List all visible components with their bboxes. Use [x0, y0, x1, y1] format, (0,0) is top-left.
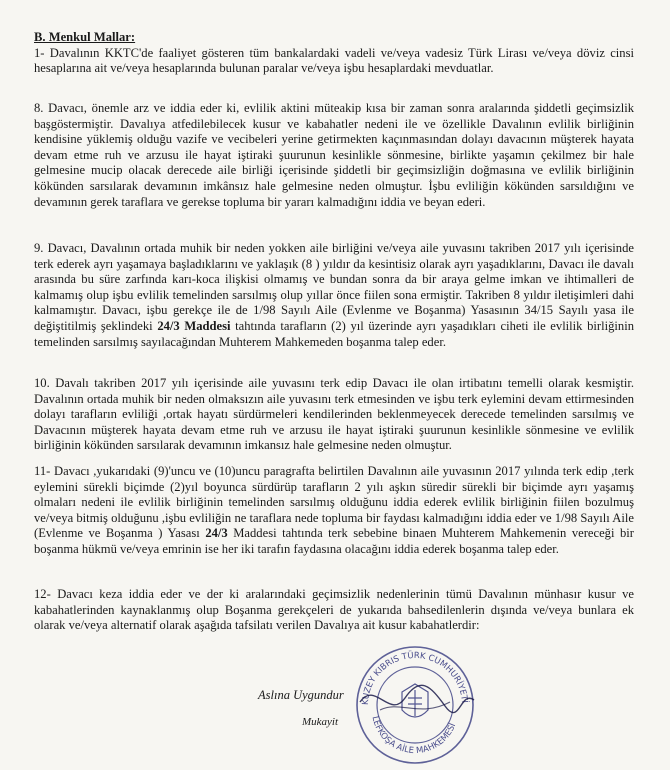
paragraph-12-text: 12- Davacı keza iddia eder ve der ki aralarındaki geçimsizlik nedenlerinin tümü Davalının münhasır kusur ve kabahatlerinden kaynaklanmış olup Boşanma gerekçeleri de yukarıda bahsedilenlerin dışında ve/veya bunlara ek olarak ve/veya alternatif olarak aşağıda tafsilatı verilen Davalıya ait kusur kabahatlerdir:: [34, 587, 634, 633]
paragraph-12: [34, 587, 634, 634]
paragraph-8-text: 8. Davacı, önemle arz ve iddia eder ki, evlilik aktini müteakip kısa bir zaman sonra aralarında şiddetli geçimsizlik başgöstermiştir. Davalıya atfedilebilecek kusur ve kabahatler nedeni ile ve özellikle Davalının evlilik birliğinin kendisine yüklemiş olduğu vazife ve vecibeleri yerine getirmekten kaçınmasından dolayı davacının müşterek hayata devam etme ruh ve arzusu ile hayat iştiraki şuurunun kesinlikle sönmesine, birlikte yaşamın çekilmez bir hale gelmesine mucip olacak derecede aile birliği içerisinde şiddetli bir geçimsizliğin doğmasına ve evlilik birliğinin kökünden sarsılarak devamının imkânsız hale gelmesine neden olmuştur. İşbu evliliğin kökünden sarsıldığını ve devamının gerek taraflara ve gerekse topluma bir yararı kalmadığını iddia ve beyan ederi.: [34, 101, 634, 209]
paragraph-9-part2: tahtında tarafların (2) yıl üzerinde ayrı yaşadıkları ciheti ile evlilik birliğinin temelinden sarsılmış sayılacağından Muhterem Mahkemeden boşanma talep eder.: [34, 318, 634, 349]
paragraph-11-text: [34, 464, 634, 558]
section-heading: B. Menkul Mallar:: [34, 30, 136, 44]
paragraph-8: [34, 101, 634, 210]
paragraph-10: [34, 376, 634, 454]
court-seal-stamp: [350, 640, 480, 770]
section-b-menkul-mallar: [34, 30, 634, 77]
paragraph-9-bold-article: 24/3 Maddesi: [157, 318, 231, 333]
paragraph-9-part1: 9. Davacı, Davalının ortada muhik bir neden yokken aile birliğini ve/veya aile yuvasını takriben 2017 yılı içerisinde terk ederek ayrı yaşamaya başladıklarını ve yaklaşık (8 ) yıldır da kesintisiz olarak ayrı yaşadıklarını, Davacı ile davalı arasında bu süre zarfında karı-koca ilişkisi olmamış ve bundan sonra da bir araya gelme imkan ve ihtimalleri de kalmamış olup işbu evlilik temelinden sarsılmış olup yıllar önce fiilen sona ermiştir. Takriben 8 yıldır iletişimleri dahi kalmamıştır. Davacı, işbu gerekçe ile de 1/98 Sayılı Aile (Evlenme ve Boşanma) Yasasının 34/15 Sayılı yasa ile değiştitilmiş şeklindeki: [34, 241, 634, 333]
paragraph-11-part1: 11- Davacı ,yukarıdaki (9)'uncu ve (10)uncu paragrafta belirtilen Davalının aile yuvasının 2017 yılında terk edip ,terk eylemini sürekli biçimde (2)yıl boyunca sürdürüp tarafların 2 yılı aşkın süredir sürekli bir biçimde ayrı yaşamış olmaları nedeni ile evlilik birliğinin temelinden sarsılmış olduğunu iddia ederek evlilik birliğinin fiilen bozulmuş ve/veya bitmiş olduğunu ,işbu evliliğin ne taraflara nede topluma bir faydası kalmadığını iddia eder ve 1/98 Sayılı Aile (Evlenme ve Boşanma ) Yasası: [34, 464, 634, 541]
paragraph-9: [34, 241, 634, 350]
svg-text:LEFKOŞA AİLE MAHKEMESİ: [370, 715, 459, 756]
paragraph-9-text: [34, 241, 634, 350]
stamp-ring-text: KUZEY KIBRIS TÜRK CUMHURİYETİ: [360, 650, 469, 706]
paragraph-10-text: 10. Davalı takriben 2017 yılı içerisinde aile yuvasını terk edip Davacı ile olan irtibatını temelli olarak kesmiştir. Davalının ortada muhik bir neden olmaksızın aile yuvasını terk etmesinden ve işbu terk eylemini devam ettirmesinden dolayı tarafların evliliği ,ortak hayatı sürdürmeleri kendilerinden beklenmeyecek derecede temelinden sarsılmış ve Davacının müşterek hayata devam etme ruh ve arzusu ile hayat iştiraki şuurunun kesinlikle sönmesine ve evlilik birliğinin kökünden sarsılarak devamının imkansız hale gelmesine neden olmuştur.: [34, 376, 634, 453]
paragraph-11-bold-article: 24/3: [205, 526, 228, 541]
paragraph-11-part2: Maddesi tahtında terk sebebine binaen Muhterem Mahkemenin vereceği bir boşanma hükmü ve/veya emrinin ise her iki tarafın faydasına olacağını iddia ederek boşanma talep eder.: [34, 526, 634, 556]
certification-line: Aslına Uygundur: [258, 688, 344, 702]
paragraph-11: [34, 464, 634, 558]
stamp-bottom-text: LEFKOŞA AİLE MAHKEMESİ: [369, 715, 459, 757]
certification-mukayit: Mukayit: [302, 716, 339, 728]
stamp-emblem-icon: [402, 684, 428, 717]
paragraph-b1: 1- Davalının KKTC'de faaliyet gösteren tüm bankalardaki vadeli ve/veya vadesiz Türk Lirası ve/veya döviz cinsi hesaplarına ait ve/veya hesaplarında bulunan paralar ve/veya işbu hesaplardaki mevduatlar.: [34, 45, 634, 76]
